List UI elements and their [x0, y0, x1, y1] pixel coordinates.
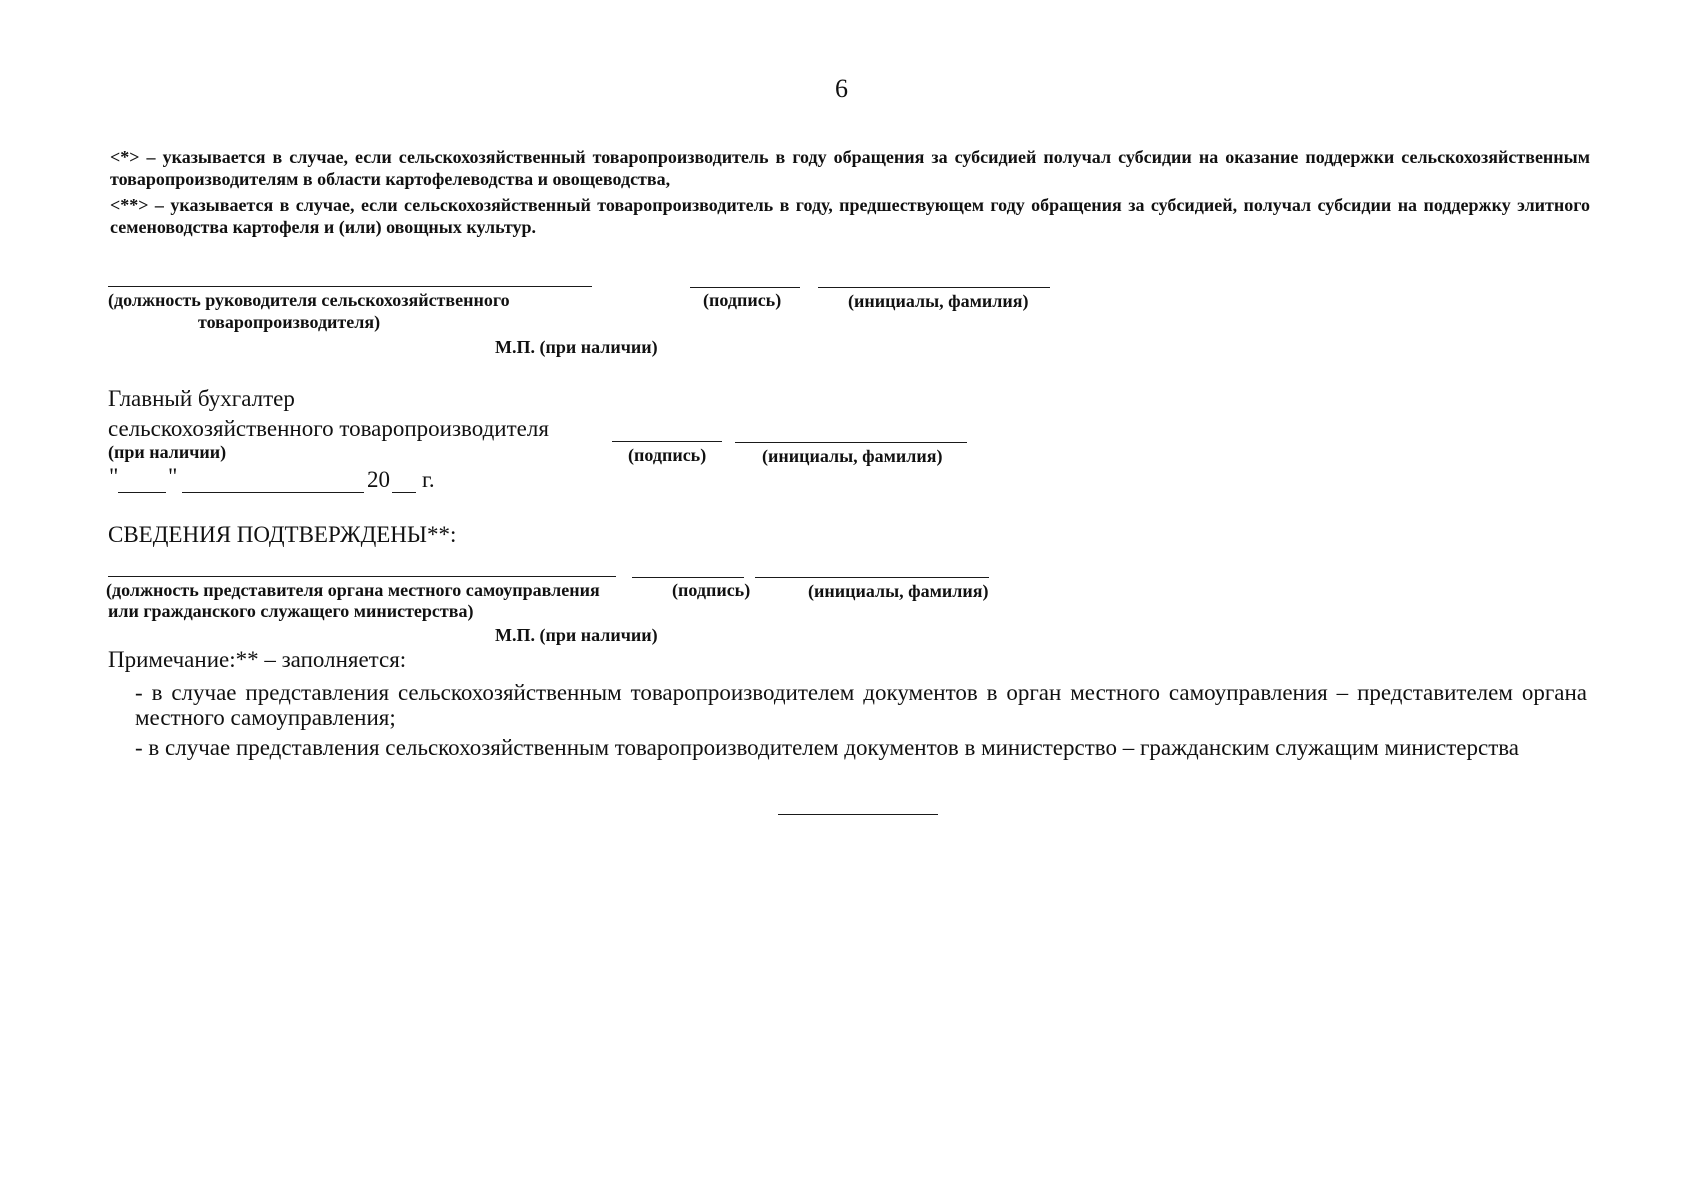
head-position-caption: (должность руководителя сельскохозяйственного [108, 290, 510, 310]
confirmed-signature-line [632, 577, 744, 578]
head-stamp-caption: М.П. (при наличии) [495, 337, 658, 357]
confirmed-position-caption: (должность представителя органа местного самоуправления [106, 580, 600, 600]
head-signature-line [690, 287, 800, 288]
head-name-line [818, 287, 1050, 288]
end-separator [778, 814, 938, 815]
note-item-2: - в случае представления сельскохозяйственным товаропроизводителем документов в министерство – гражданским служащим министерства [135, 735, 1520, 760]
date-year-suffix: г. [422, 467, 435, 492]
confirmed-heading: СВЕДЕНИЯ ПОДТВЕРЖДЕНЫ**: [108, 522, 457, 547]
date-open-quote: " [109, 464, 119, 489]
accountant-signature-caption: (подпись) [628, 445, 707, 465]
confirmed-position-caption-2: или гражданского служащего министерства) [108, 601, 474, 621]
accountant-name-caption: (инициалы, фамилия) [762, 446, 943, 466]
confirmed-name-line [755, 577, 989, 578]
confirmed-signature-caption: (подпись) [672, 580, 751, 600]
date-day-line [118, 492, 166, 493]
confirmed-stamp-caption: М.П. (при наличии) [495, 625, 658, 645]
head-signature-caption: (подпись) [703, 290, 782, 310]
head-position-caption-2: товаропроизводителя) [198, 312, 381, 332]
date-year-line [392, 492, 416, 493]
head-position-line [108, 286, 592, 287]
footnote-1: <*> – указывается в случае, если сельскохозяйственный товаропроизводитель в году обращения за субсидией получал субсидии на оказание поддержки сельскохозяйственным товаропроизводителям в области картофелеводства и овощеводства, [110, 147, 1590, 189]
footnote-2: <**> – указывается в случае, если сельскохозяйственный товаропроизводитель в году, предшествующем году обращения за субсидией, получал субсидии на поддержку элитного семеноводства картофеля и (или) овощных культур. [110, 195, 1590, 237]
date-close-quote: " [168, 464, 178, 489]
accountant-title-2: сельскохозяйственного товаропроизводителя [108, 416, 549, 441]
note-heading: Примечание:** – заполняется: [108, 647, 407, 672]
accountant-title-3: (при наличии) [108, 442, 227, 462]
accountant-title: Главный бухгалтер [108, 386, 295, 411]
head-name-caption: (инициалы, фамилия) [848, 291, 1029, 311]
page-number: 6 [835, 74, 848, 103]
date-month-line [182, 492, 364, 493]
confirmed-position-line [108, 576, 616, 577]
accountant-name-line [735, 442, 967, 443]
accountant-signature-line [612, 441, 722, 442]
date-year: 20 [367, 467, 390, 492]
note-item-1: - в случае представления сельскохозяйственным товаропроизводителем документов в орган местного самоуправления – представителем органа местного самоуправления; [135, 680, 1587, 730]
confirmed-name-caption: (инициалы, фамилия) [808, 581, 989, 601]
